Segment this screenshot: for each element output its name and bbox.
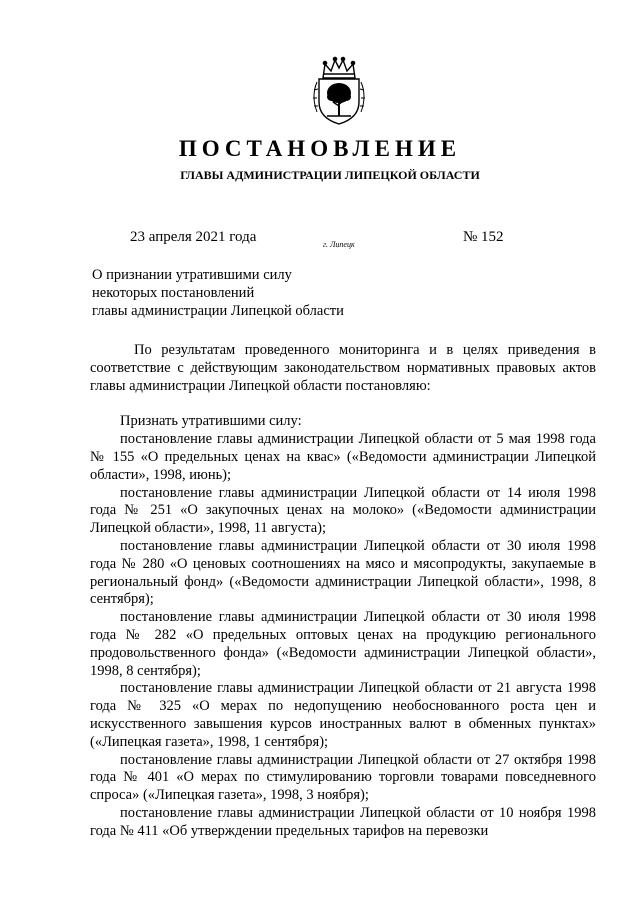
list-item: постановление главы администрации Липецкой области от 30 июля 1998 года № 280 «О ценовых соотношениях на мясо и мясопродукты, закупаемые в региональный фонд» («Ведомости администрации Липецкой области», 1998, 8 сентября); xyxy=(90,537,596,608)
subject-line: главы администрации Липецкой области xyxy=(92,303,344,319)
document-subject xyxy=(92,266,344,320)
lead-paragraph: Признать утратившими силу: xyxy=(120,413,302,430)
issuing-authority: ГЛАВЫ АДМИНИСТРАЦИИ ЛИПЕЦКОЙ ОБЛАСТИ xyxy=(180,168,480,182)
list-item: постановление главы администрации Липецкой области от 14 июля 1998 года № 251 «О закупочных ценах на молоко» («Ведомости администрации Липецкой области», 1998, 11 августа); xyxy=(90,484,596,537)
document-title: ПОСТАНОВЛЕНИЕ xyxy=(178,136,462,161)
list-item: постановление главы администрации Липецкой области от 30 июля 1998 года № 282 «О предельных оптовых ценах на продукцию регионального продовольственного фонда» («Ведомости администрации Липецкой области», 1998, 8 сентября); xyxy=(90,609,596,679)
coat-of-arms-emblem xyxy=(305,56,373,126)
subject-line: некоторых постановлений xyxy=(92,285,255,301)
list-item: постановление главы администрации Липецкой области от 27 октября 1998 года № 401 «О мерах по стимулированию торговли товарами повседневного спроса» («Липецкая газета», 1998, 3 ноября); xyxy=(90,751,596,804)
list-item: постановление главы администрации Липецкой области от 5 мая 1998 года № 155 «О предельных ценах на квас» («Ведомости администрации Липецкой области», 1998, июнь); xyxy=(90,431,596,483)
document-body xyxy=(90,342,596,841)
list-item: постановление главы администрации Липецкой области от 10 ноября 1998 года № 411 «Об утверждении предельных тарифов на перевозки xyxy=(90,804,596,839)
subject-line: О признании утратившими силу xyxy=(92,267,292,283)
intro-paragraph: По результатам проведенного мониторинга и в целях приведения в соответствие с действующим законодательством нормативных правовых актов главы администрации Липецкой области постановляю: xyxy=(90,342,596,394)
list-item: постановление главы администрации Липецкой области от 21 августа 1998 года № 325 «О мерах по недопущению необоснованного роста цен и искусственного завышения курсов иностранных валют в обменных пунктах» («Липецкая газета», 1998, 1 сентября); xyxy=(90,680,596,750)
document-date: 23 апреля 2021 года xyxy=(130,229,257,245)
document-city: г. Липецк xyxy=(323,240,355,249)
document-number: № 152 xyxy=(463,229,504,245)
